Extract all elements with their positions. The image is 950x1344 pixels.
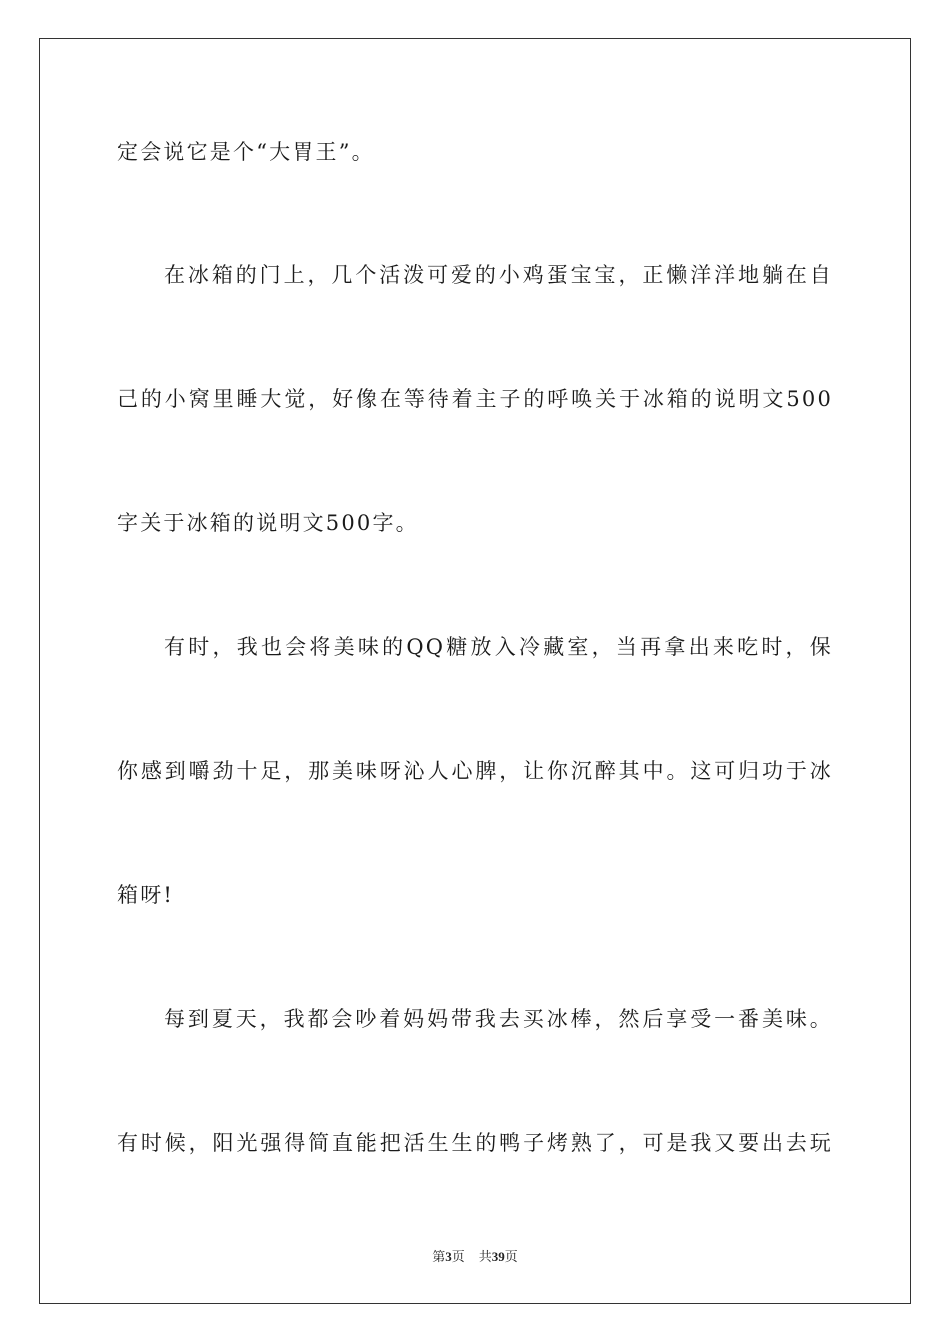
text-line-2: 在冰箱的门上，几个活泼可爱的小鸡蛋宝宝，正懒洋洋地躺在自 bbox=[164, 263, 833, 287]
text-line-9: 有时候，阳光强得简直能把活生生的鸭子烤熟了，可是我又要出去玩 bbox=[117, 1131, 833, 1155]
text-line-1: 定会说它是个“大胃王”。 bbox=[117, 140, 375, 164]
footer-total-prefix: 共 bbox=[478, 1249, 492, 1264]
text-line-8: 每到夏天，我都会吵着妈妈带我去买冰棒，然后享受一番美味。 bbox=[164, 1007, 833, 1031]
text-line-7: 箱呀! bbox=[117, 883, 175, 907]
page-border bbox=[39, 38, 911, 1304]
footer-total-suffix: 页 bbox=[504, 1249, 518, 1264]
footer-total-number: 39 bbox=[491, 1249, 505, 1264]
text-line-3: 己的小窝里睡大觉，好像在等待着主子的呼唤关于冰箱的说明文500 bbox=[117, 387, 833, 411]
footer-page-suffix: 页 bbox=[451, 1249, 465, 1264]
footer-page-prefix: 第 bbox=[432, 1249, 446, 1264]
text-line-6: 你感到嚼劲十足，那美味呀沁人心脾，让你沉醉其中。这可归功于冰 bbox=[117, 759, 833, 783]
page-footer bbox=[0, 1248, 950, 1266]
text-line-5: 有时，我也会将美味的QQ糖放入冷藏室，当再拿出来吃时，保 bbox=[164, 635, 833, 659]
footer-page-number: 3 bbox=[445, 1249, 452, 1264]
text-line-4: 字关于冰箱的说明文500字。 bbox=[117, 511, 419, 535]
